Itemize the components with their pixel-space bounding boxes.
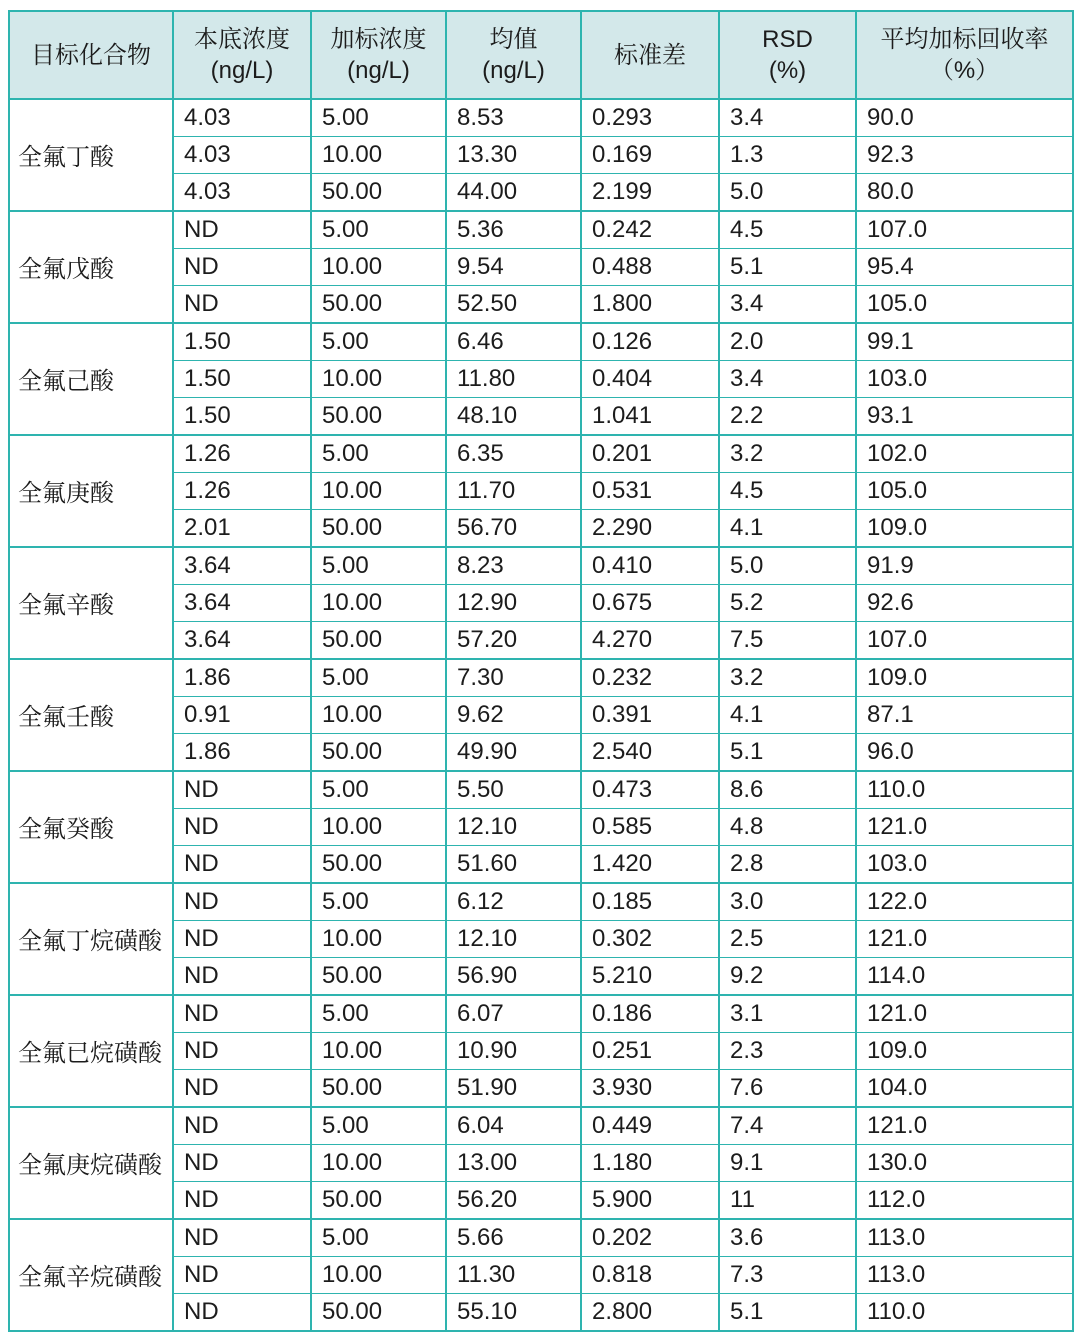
data-cell: 109.0 [856, 509, 1073, 547]
data-cell: 0.185 [581, 883, 719, 921]
data-cell: 1.86 [173, 733, 311, 771]
data-cell: 56.20 [446, 1181, 581, 1219]
data-cell: 11.80 [446, 360, 581, 397]
data-cell: 52.50 [446, 285, 581, 323]
data-cell: 2.800 [581, 1293, 719, 1331]
data-cell: 92.6 [856, 584, 1073, 621]
data-cell: 0.251 [581, 1032, 719, 1069]
data-cell: ND [173, 995, 311, 1033]
data-cell: 2.2 [719, 397, 856, 435]
data-cell: ND [173, 249, 311, 286]
compound-cell: 全氟己酸 [9, 323, 173, 435]
data-cell: 6.35 [446, 435, 581, 473]
data-cell: 0.242 [581, 211, 719, 249]
data-cell: 1.420 [581, 845, 719, 883]
data-cell: 0.449 [581, 1107, 719, 1145]
data-cell: 0.473 [581, 771, 719, 809]
data-cell: 10.00 [311, 584, 446, 621]
table-row [9, 1219, 1073, 1257]
compound-cell: 全氟辛酸 [9, 547, 173, 659]
data-cell: 102.0 [856, 435, 1073, 473]
data-cell: 122.0 [856, 883, 1073, 921]
data-cell: 1.86 [173, 659, 311, 697]
data-cell: 12.10 [446, 808, 581, 845]
data-cell: 93.1 [856, 397, 1073, 435]
data-cell: 5.2 [719, 584, 856, 621]
data-cell: 4.03 [173, 173, 311, 211]
data-cell: 5.00 [311, 771, 446, 809]
data-cell: 90.0 [856, 99, 1073, 137]
data-cell: 44.00 [446, 173, 581, 211]
data-cell: 92.3 [856, 137, 1073, 174]
data-cell: ND [173, 1293, 311, 1331]
data-cell: 6.07 [446, 995, 581, 1033]
data-cell: 3.64 [173, 621, 311, 659]
header-cell [173, 11, 311, 99]
table-row [9, 547, 1073, 585]
data-cell: 50.00 [311, 845, 446, 883]
data-cell: 3.2 [719, 435, 856, 473]
data-cell: 50.00 [311, 397, 446, 435]
data-cell: 50.00 [311, 509, 446, 547]
header-cell [9, 11, 173, 99]
data-cell: 0.404 [581, 360, 719, 397]
data-cell: 56.70 [446, 509, 581, 547]
data-cell: 50.00 [311, 733, 446, 771]
data-cell: 2.3 [719, 1032, 856, 1069]
data-cell: ND [173, 883, 311, 921]
data-cell: 1.3 [719, 137, 856, 174]
data-cell: 5.00 [311, 883, 446, 921]
data-cell: 5.0 [719, 547, 856, 585]
data-cell: 7.5 [719, 621, 856, 659]
data-cell: 0.293 [581, 99, 719, 137]
data-cell: 10.00 [311, 1256, 446, 1293]
data-cell: ND [173, 285, 311, 323]
data-cell: 13.00 [446, 1144, 581, 1181]
data-cell: ND [173, 1107, 311, 1145]
data-cell: 6.46 [446, 323, 581, 361]
table-row [9, 435, 1073, 473]
data-cell: 3.64 [173, 584, 311, 621]
data-cell: ND [173, 211, 311, 249]
data-cell: 103.0 [856, 845, 1073, 883]
header-unit: (ng/L) [347, 57, 410, 84]
header-cell [446, 11, 581, 99]
compound-cell: 全氟癸酸 [9, 771, 173, 883]
header-unit: (ng/L) [210, 57, 274, 84]
header-cell [719, 11, 856, 99]
data-cell: 1.50 [173, 323, 311, 361]
data-cell: 5.1 [719, 249, 856, 286]
data-cell: 5.36 [446, 211, 581, 249]
data-cell: ND [173, 771, 311, 809]
header-label: 加标浓度 [330, 26, 427, 53]
data-cell: 2.199 [581, 173, 719, 211]
table-row [9, 211, 1073, 249]
data-cell: 8.53 [446, 99, 581, 137]
data-cell: 5.00 [311, 99, 446, 137]
data-cell: 5.66 [446, 1219, 581, 1257]
data-cell: 0.818 [581, 1256, 719, 1293]
data-cell: 95.4 [856, 249, 1073, 286]
recovery-table [8, 10, 1074, 1332]
header-label: 平均加标回收率 [880, 26, 1049, 53]
data-cell: 0.391 [581, 696, 719, 733]
data-cell: 3.1 [719, 995, 856, 1033]
data-cell: 3.4 [719, 285, 856, 323]
data-cell: ND [173, 920, 311, 957]
compound-cell: 全氟壬酸 [9, 659, 173, 771]
data-cell: 11.30 [446, 1256, 581, 1293]
data-cell: 50.00 [311, 173, 446, 211]
data-cell: 4.1 [719, 509, 856, 547]
data-cell: 57.20 [446, 621, 581, 659]
data-cell: 2.0 [719, 323, 856, 361]
data-cell: ND [173, 1181, 311, 1219]
data-cell: 105.0 [856, 472, 1073, 509]
data-cell: 0.675 [581, 584, 719, 621]
data-cell: 5.00 [311, 659, 446, 697]
data-cell: 3.0 [719, 883, 856, 921]
data-cell: 4.03 [173, 99, 311, 137]
header-unit: (ng/L) [482, 57, 545, 84]
data-cell: 130.0 [856, 1144, 1073, 1181]
data-cell: 0.488 [581, 249, 719, 286]
data-cell: 121.0 [856, 808, 1073, 845]
table-row [9, 659, 1073, 697]
data-cell: 5.0 [719, 173, 856, 211]
data-cell: 112.0 [856, 1181, 1073, 1219]
data-cell: 91.9 [856, 547, 1073, 585]
data-cell: 0.232 [581, 659, 719, 697]
data-cell: 5.1 [719, 733, 856, 771]
data-cell: 5.00 [311, 1219, 446, 1257]
table-row [9, 1107, 1073, 1145]
data-cell: 105.0 [856, 285, 1073, 323]
table-header [9, 11, 1073, 99]
data-cell: 87.1 [856, 696, 1073, 733]
data-cell: 1.180 [581, 1144, 719, 1181]
header-cell [581, 11, 719, 99]
data-cell: 0.91 [173, 696, 311, 733]
data-cell: 12.90 [446, 584, 581, 621]
data-cell: 2.01 [173, 509, 311, 547]
data-cell: 5.00 [311, 995, 446, 1033]
data-cell: 4.5 [719, 472, 856, 509]
data-cell: 7.6 [719, 1069, 856, 1107]
data-cell: 104.0 [856, 1069, 1073, 1107]
data-cell: 4.270 [581, 621, 719, 659]
data-cell: 10.00 [311, 920, 446, 957]
data-cell: 3.4 [719, 360, 856, 397]
data-cell: 10.00 [311, 696, 446, 733]
data-cell: 5.900 [581, 1181, 719, 1219]
data-cell: 0.302 [581, 920, 719, 957]
data-cell: 109.0 [856, 659, 1073, 697]
data-cell: 0.186 [581, 995, 719, 1033]
data-cell: ND [173, 1256, 311, 1293]
header-label: 本底浓度 [194, 26, 290, 53]
data-cell: 9.54 [446, 249, 581, 286]
data-cell: 4.1 [719, 696, 856, 733]
data-cell: 2.540 [581, 733, 719, 771]
data-cell: 56.90 [446, 957, 581, 995]
data-cell: 5.00 [311, 323, 446, 361]
data-cell: 9.2 [719, 957, 856, 995]
data-cell: 110.0 [856, 1293, 1073, 1331]
data-cell: ND [173, 808, 311, 845]
data-cell: 121.0 [856, 995, 1073, 1033]
data-cell: 3.4 [719, 99, 856, 137]
data-cell: 2.8 [719, 845, 856, 883]
data-cell: 1.26 [173, 472, 311, 509]
data-cell: 96.0 [856, 733, 1073, 771]
data-cell: 50.00 [311, 1069, 446, 1107]
header-label: 目标化合物 [31, 41, 151, 69]
data-cell: 51.60 [446, 845, 581, 883]
data-cell: 0.201 [581, 435, 719, 473]
data-cell: 4.8 [719, 808, 856, 845]
data-cell: 0.202 [581, 1219, 719, 1257]
data-cell: 1.041 [581, 397, 719, 435]
compound-cell: 全氟庚烷磺酸 [9, 1107, 173, 1219]
data-cell: 50.00 [311, 285, 446, 323]
data-cell: 4.03 [173, 137, 311, 174]
data-cell: 8.6 [719, 771, 856, 809]
table-body [9, 99, 1073, 1331]
data-cell: ND [173, 1144, 311, 1181]
data-cell: 9.1 [719, 1144, 856, 1181]
data-cell: ND [173, 957, 311, 995]
data-cell: 10.00 [311, 1032, 446, 1069]
header-cell [311, 11, 446, 99]
data-cell: 4.5 [719, 211, 856, 249]
data-cell: 10.00 [311, 472, 446, 509]
data-cell: 1.800 [581, 285, 719, 323]
compound-cell: 全氟已烷磺酸 [9, 995, 173, 1107]
data-cell: 5.210 [581, 957, 719, 995]
header-cell [856, 11, 1073, 99]
table-row [9, 323, 1073, 361]
data-cell: 50.00 [311, 1181, 446, 1219]
data-cell: 3.64 [173, 547, 311, 585]
data-cell: 103.0 [856, 360, 1073, 397]
data-cell: 10.00 [311, 249, 446, 286]
data-cell: 5.00 [311, 435, 446, 473]
data-cell: 109.0 [856, 1032, 1073, 1069]
data-cell: ND [173, 1032, 311, 1069]
data-cell: 5.1 [719, 1293, 856, 1331]
header-label: 标准差 [614, 41, 686, 69]
data-cell: 114.0 [856, 957, 1073, 995]
data-cell: 10.00 [311, 360, 446, 397]
compound-cell: 全氟辛烷磺酸 [9, 1219, 173, 1331]
data-cell: 121.0 [856, 920, 1073, 957]
data-cell: 99.1 [856, 323, 1073, 361]
data-cell: 113.0 [856, 1256, 1073, 1293]
data-cell: 6.12 [446, 883, 581, 921]
data-cell: 1.50 [173, 360, 311, 397]
data-cell: 49.90 [446, 733, 581, 771]
data-cell: 51.90 [446, 1069, 581, 1107]
data-cell: 2.5 [719, 920, 856, 957]
data-cell: 2.290 [581, 509, 719, 547]
compound-cell: 全氟丁酸 [9, 99, 173, 211]
data-cell: 48.10 [446, 397, 581, 435]
data-cell: 3.2 [719, 659, 856, 697]
header-label: RSD [762, 26, 813, 53]
data-cell: 50.00 [311, 957, 446, 995]
data-cell: 12.10 [446, 920, 581, 957]
data-cell: 107.0 [856, 211, 1073, 249]
data-cell: 50.00 [311, 1293, 446, 1331]
table-row [9, 883, 1073, 921]
compound-cell: 全氟戊酸 [9, 211, 173, 323]
data-cell: 50.00 [311, 621, 446, 659]
data-cell: ND [173, 1069, 311, 1107]
data-cell: 7.3 [719, 1256, 856, 1293]
header-row [9, 11, 1073, 99]
table-row [9, 99, 1073, 137]
data-cell: 10.00 [311, 1144, 446, 1181]
header-unit: (%) [768, 57, 807, 84]
data-cell: 121.0 [856, 1107, 1073, 1145]
compound-cell: 全氟丁烷磺酸 [9, 883, 173, 995]
data-cell: 110.0 [856, 771, 1073, 809]
data-cell: 0.531 [581, 472, 719, 509]
data-cell: 113.0 [856, 1219, 1073, 1257]
data-cell: 10.90 [446, 1032, 581, 1069]
table-row [9, 995, 1073, 1033]
data-cell: 5.50 [446, 771, 581, 809]
data-cell: 10.00 [311, 808, 446, 845]
data-cell: 11 [719, 1181, 856, 1219]
header-label: 均值 [489, 26, 538, 53]
table-row [9, 771, 1073, 809]
data-cell: 7.30 [446, 659, 581, 697]
data-cell: 9.62 [446, 696, 581, 733]
data-cell: 5.00 [311, 547, 446, 585]
data-cell: 5.00 [311, 211, 446, 249]
data-cell: 0.169 [581, 137, 719, 174]
data-cell: 0.585 [581, 808, 719, 845]
data-cell: 1.26 [173, 435, 311, 473]
data-cell: 10.00 [311, 137, 446, 174]
data-cell: 6.04 [446, 1107, 581, 1145]
data-cell: ND [173, 845, 311, 883]
data-cell: 55.10 [446, 1293, 581, 1331]
data-cell: 8.23 [446, 547, 581, 585]
data-cell: 3.6 [719, 1219, 856, 1257]
data-cell: 0.126 [581, 323, 719, 361]
header-unit: （%） [929, 57, 1000, 84]
data-cell: 80.0 [856, 173, 1073, 211]
data-cell: 5.00 [311, 1107, 446, 1145]
data-cell: 7.4 [719, 1107, 856, 1145]
data-cell: 107.0 [856, 621, 1073, 659]
data-cell: 13.30 [446, 137, 581, 174]
data-cell: 3.930 [581, 1069, 719, 1107]
data-cell: 11.70 [446, 472, 581, 509]
data-cell: 0.410 [581, 547, 719, 585]
compound-cell: 全氟庚酸 [9, 435, 173, 547]
data-cell: 1.50 [173, 397, 311, 435]
data-cell: ND [173, 1219, 311, 1257]
